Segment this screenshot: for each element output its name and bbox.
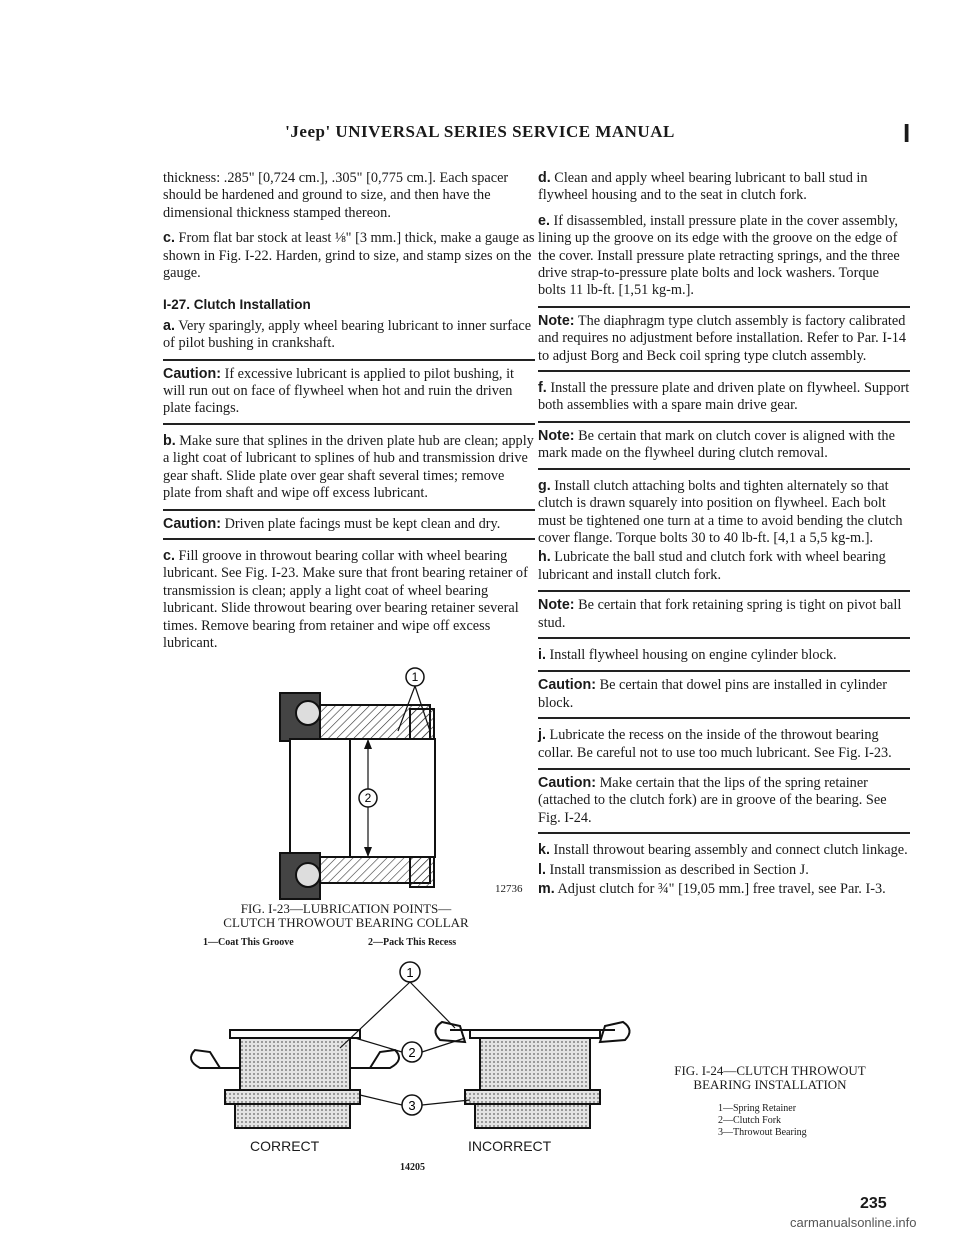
caution-box: Caution: Driven plate facings must be kept clean and dry. [163, 509, 535, 540]
step-b: b. Make sure that splines in the driven plate hub are clean; apply a light coat of lubricant to splines of hub and transmission drive gear shaft. Slide plate over gear shaft several times; remove plate from shaft and wipe off excess lubricant. [163, 432, 534, 502]
callout-3: 3 [408, 1098, 416, 1113]
step-c: c. From flat bar stock at least ⅛" [3 mm.] thick, make a gauge as shown in Fig. I-22. Harden, grind to size, and stamp sizes on the gauge. [163, 230, 535, 282]
callout-1: 1 [411, 670, 419, 684]
paragraph: thickness: .285" [0,724 cm.], .305" [0,775 cm.]. Each spacer should be hardened and ground to size, and then have the dimensional thickness stamped thereon. [163, 170, 509, 221]
bearing-collar-diagram [240, 665, 540, 900]
note-box: Note: The diaphragm type clutch assembly is factory calibrated and requires no adjustment before installation. Refer to Par. I-14 to adjust Borg and Beck coil spring type clutch assembly. [538, 306, 910, 372]
step-c2: c. Fill groove in throwout bearing collar with wheel bearing lubricant. See Fig. I-23. Make sure that front bearing retainer of transmission is clean; apply a light coat of wheel bearing lubricant. Slide throwout bearing over bearing retainer several times. Remove bearing from retainer and wipe off excess lubricant. [163, 547, 528, 651]
figure-legend: 1—Spring Retainer 2—Clutch Fork 3—Throwout Bearing [718, 1103, 807, 1138]
step-k: k. Install throwout bearing assembly and connect clutch linkage. [538, 842, 908, 859]
note-box: Note: Be certain that fork retaining spring is tight on pivot ball stud. [538, 590, 910, 639]
step-e: e. If disassembled, install pressure plate in the cover assembly, lining up the groove on its edge with the groove on the edge of the cover. Install pressure plate retracting springs, and the three drive strap-to-pressure plate bolts and lock washers. Torque bolts 11 lb-ft. [1,51 kg-m.]. [538, 212, 900, 299]
step-f: f. Install the pressure plate and driven plate on flywheel. Support both assemblies with a spare main drive gear. [538, 380, 910, 414]
section-mark: I [903, 118, 911, 148]
caution-box: Caution: Make certain that the lips of the spring retainer (attached to the clutch fork) are in groove of the bearing. See Fig. I-24. [538, 768, 910, 834]
caution-box: Caution: Be certain that dowel pins are installed in cylinder block. [538, 670, 910, 719]
callout-1: 1 [406, 965, 414, 980]
note-box: Note: Be certain that mark on clutch cover is aligned with the mark made on the flywheel during clutch removal. [538, 421, 910, 470]
label-correct: CORRECT [250, 1138, 320, 1154]
step-m: m. Adjust clutch for ¾" [19,05 mm.] free travel, see Par. I-3. [538, 881, 886, 897]
step-a: a. Very sparingly, apply wheel bearing lubricant to inner surface of pilot bushing in crankshaft. [163, 317, 532, 352]
step-i: i. Install flywheel housing on engine cylinder block. [538, 646, 837, 663]
right-column [538, 170, 910, 906]
figure-number: 12736 [495, 883, 523, 895]
step-l: l. Install transmission as described in Section J. [538, 861, 809, 878]
legend-item: 2—Pack This Recess [368, 937, 457, 948]
figure-number: 14205 [400, 1162, 425, 1173]
legend-item: 1—Coat This Groove [203, 937, 294, 948]
step-d: d. Clean and apply wheel bearing lubricant to ball stud in flywheel housing and to the seat in clutch fork. [538, 170, 868, 204]
callout-2: 2 [408, 1045, 416, 1060]
step-j: j. Lubricate the recess on the inside of the throwout bearing collar. Be careful not to use too much lubricant. See Fig. I-23. [538, 727, 892, 761]
label-incorrect: INCORRECT [468, 1138, 552, 1154]
bearing-installation-diagram [180, 960, 650, 1135]
caution-box: Caution: If excessive lubricant is applied to pilot bushing, it will run out on face of flywheel when hot and ruin the driven plate facings. [163, 359, 535, 425]
section-heading: I-27. Clutch Installation [163, 297, 311, 313]
step-g: g. Install clutch attaching bolts and tighten alternately so that clutch is drawn squarely into position on flywheel. Each bolt must be tightened one turn at a time to avoid bending the clutch cover flange. Torque bolts 30 to 40 lb-ft. [4,1 a 5,5 kg-m.]. [538, 477, 903, 546]
step-h: h. Lubricate the ball stud and clutch fork with wheel bearing lubricant and install clutch fork. [538, 549, 886, 583]
page-number: 235 [860, 1195, 887, 1212]
callout-2: 2 [364, 791, 372, 805]
figure-caption: FIG. I-23—LUBRICATION POINTS— CLUTCH THROWOUT BEARING COLLAR [223, 901, 469, 930]
site-watermark: carmanualsonline.info [790, 1215, 917, 1230]
left-column [163, 170, 535, 660]
page-header [0, 120, 960, 150]
manual-title: 'Jeep' UNIVERSAL SERIES SERVICE MANUAL [285, 122, 675, 141]
